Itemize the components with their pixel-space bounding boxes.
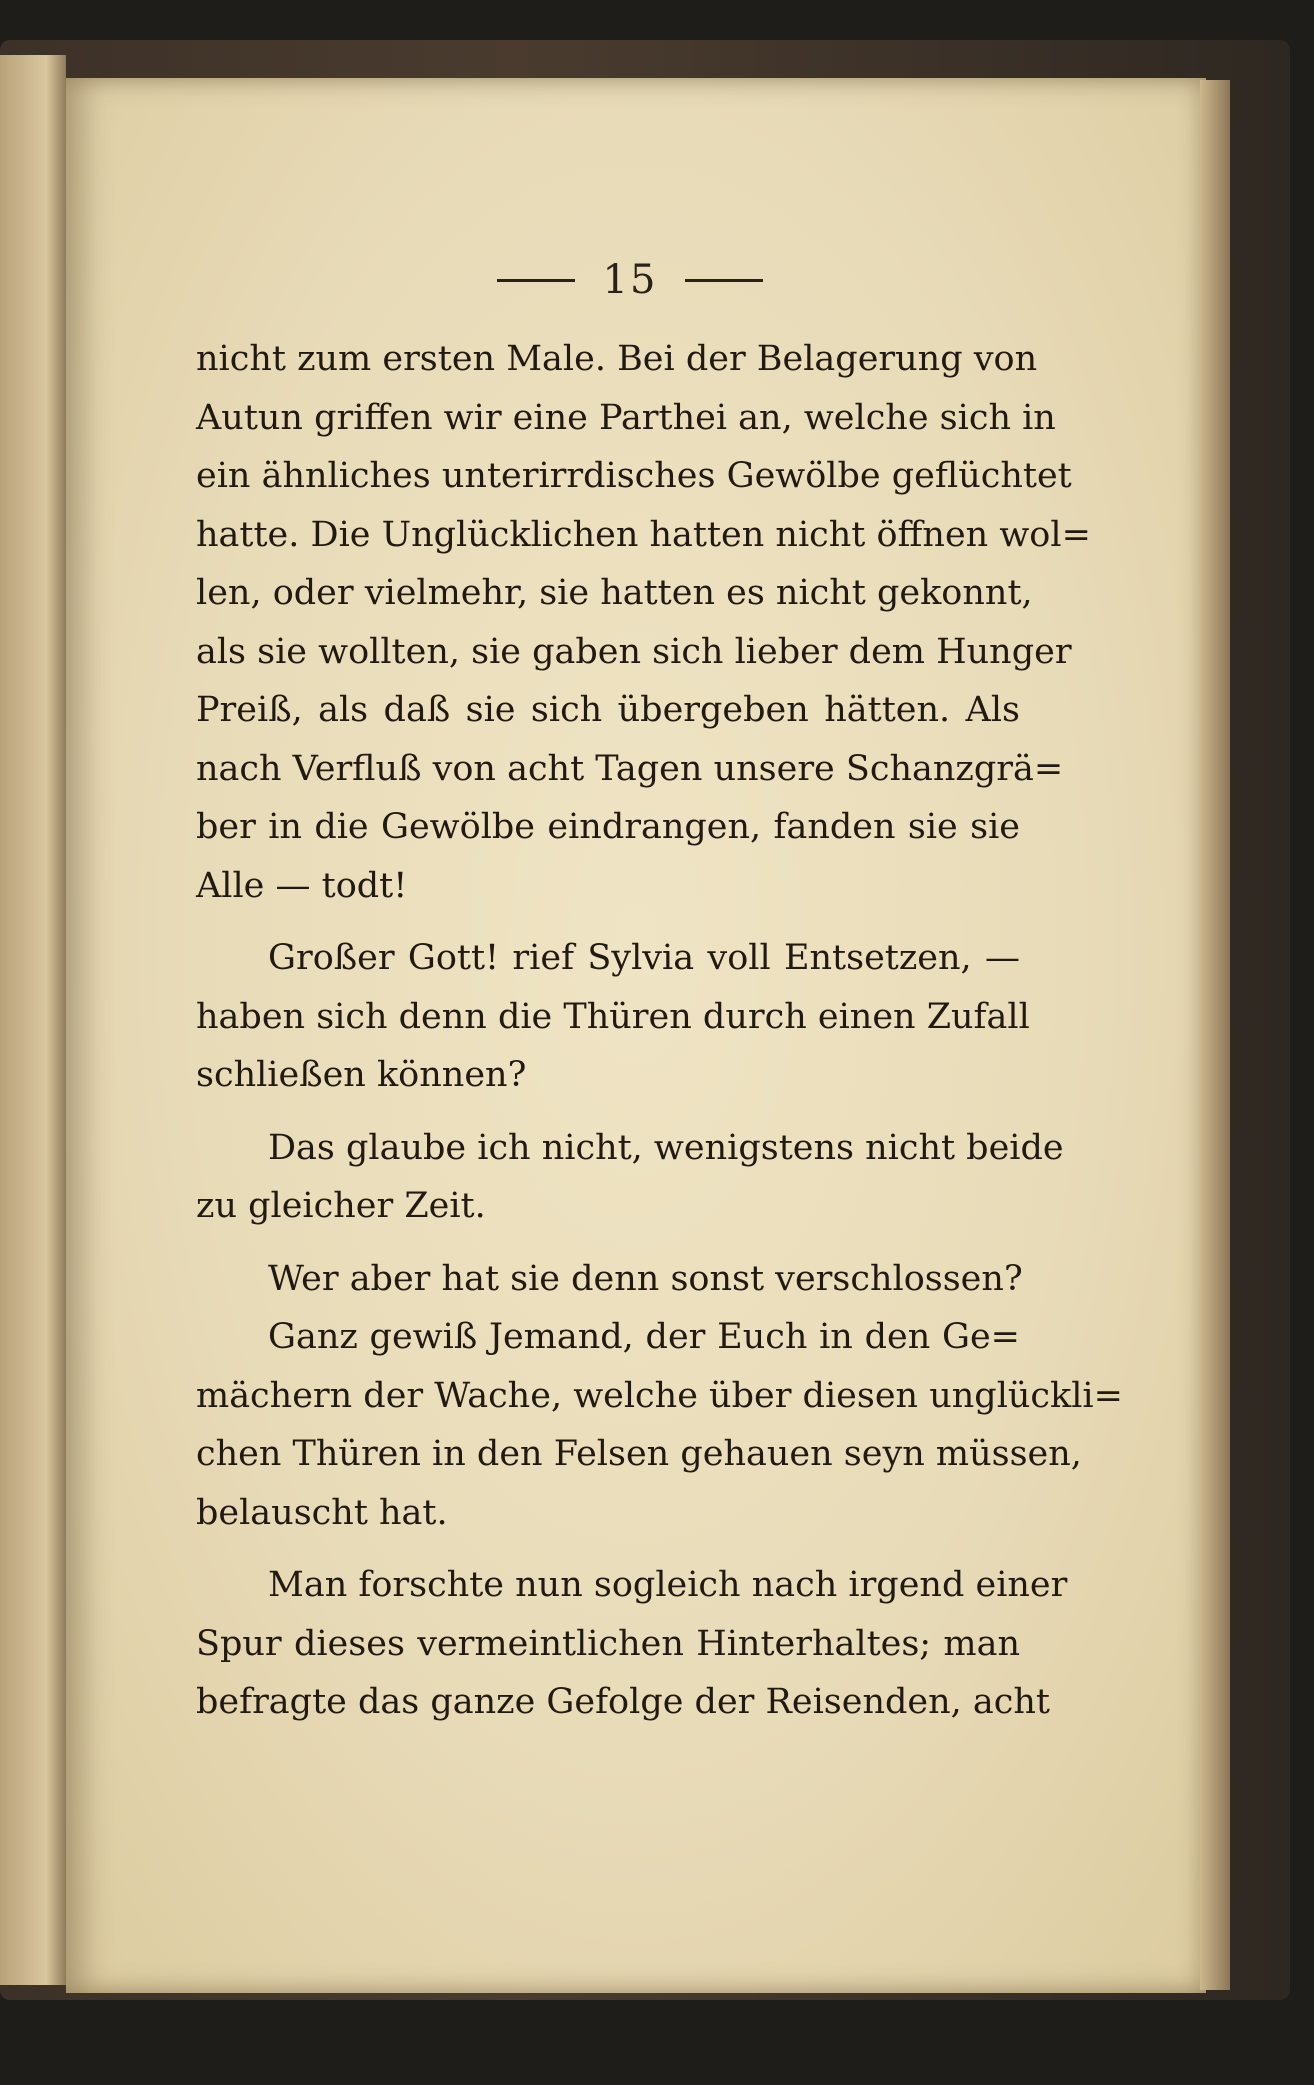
text-line: haben sich denn die Thüren durch einen Zufall (196, 996, 1030, 1037)
text-line: Ganz gewiß Jemand, der Euch in den Ge= (268, 1317, 1020, 1357)
text-line: Autun griffen wir eine Parthei an, welche sich in (196, 397, 1056, 438)
text-line: mächern der Wache, welche über diesen unglückli= (196, 1375, 1123, 1416)
header-dash-left (497, 279, 575, 282)
text-line: Großer Gott! rief Sylvia voll Entsetzen, — (268, 938, 1020, 978)
previous-page-edge (0, 55, 66, 1985)
text-line: chen Thüren in den Felsen gehauen seyn müssen, (196, 1434, 1082, 1474)
page-number: 15 (602, 257, 658, 303)
text-line: nicht zum ersten Male. Bei der Belagerung von (196, 339, 1038, 379)
text-line: nach Verfluß von acht Tagen unsere Schanzgrä= (196, 748, 1064, 789)
header-dash-right (685, 279, 763, 282)
page-body (196, 330, 1123, 1732)
text-line: befragte das ganze Gefolge der Reisenden, acht (196, 1682, 1050, 1722)
page-stack-edge (1200, 80, 1230, 1990)
text-line: Spur dieses vermeintlichen Hinterhaltes; man (196, 1623, 1020, 1664)
text-line: als sie wollten, sie gaben sich lieber dem Hunger (196, 631, 1072, 672)
text-line: belauscht hat. (196, 1492, 448, 1533)
text-line: schließen können? (196, 1055, 527, 1095)
text-line: Alle — todt! (196, 865, 408, 906)
text-line: Das glaube ich nicht, wenigstens nicht beide (268, 1127, 1064, 1168)
text-line: ein ähnliches unterirrdisches Gewölbe geflüchtet (196, 456, 1072, 496)
page-header (420, 250, 840, 310)
text-line: zu gleicher Zeit. (196, 1186, 486, 1226)
text-line: ber in die Gewölbe eindrangen, fanden sie sie (196, 807, 1020, 847)
text-line: hatte. Die Unglücklichen hatten nicht öffnen wol= (196, 514, 1091, 555)
text-line: Preiß, als daß sie sich übergeben hätten. Als (196, 690, 1020, 730)
text-line: Man forschte nun sogleich nach irgend einer (268, 1565, 1068, 1605)
text-line: Wer aber hat sie denn sonst verschlossen? (268, 1258, 1023, 1299)
text-line: len, oder vielmehr, sie hatten es nicht gekonnt, (196, 573, 1033, 613)
